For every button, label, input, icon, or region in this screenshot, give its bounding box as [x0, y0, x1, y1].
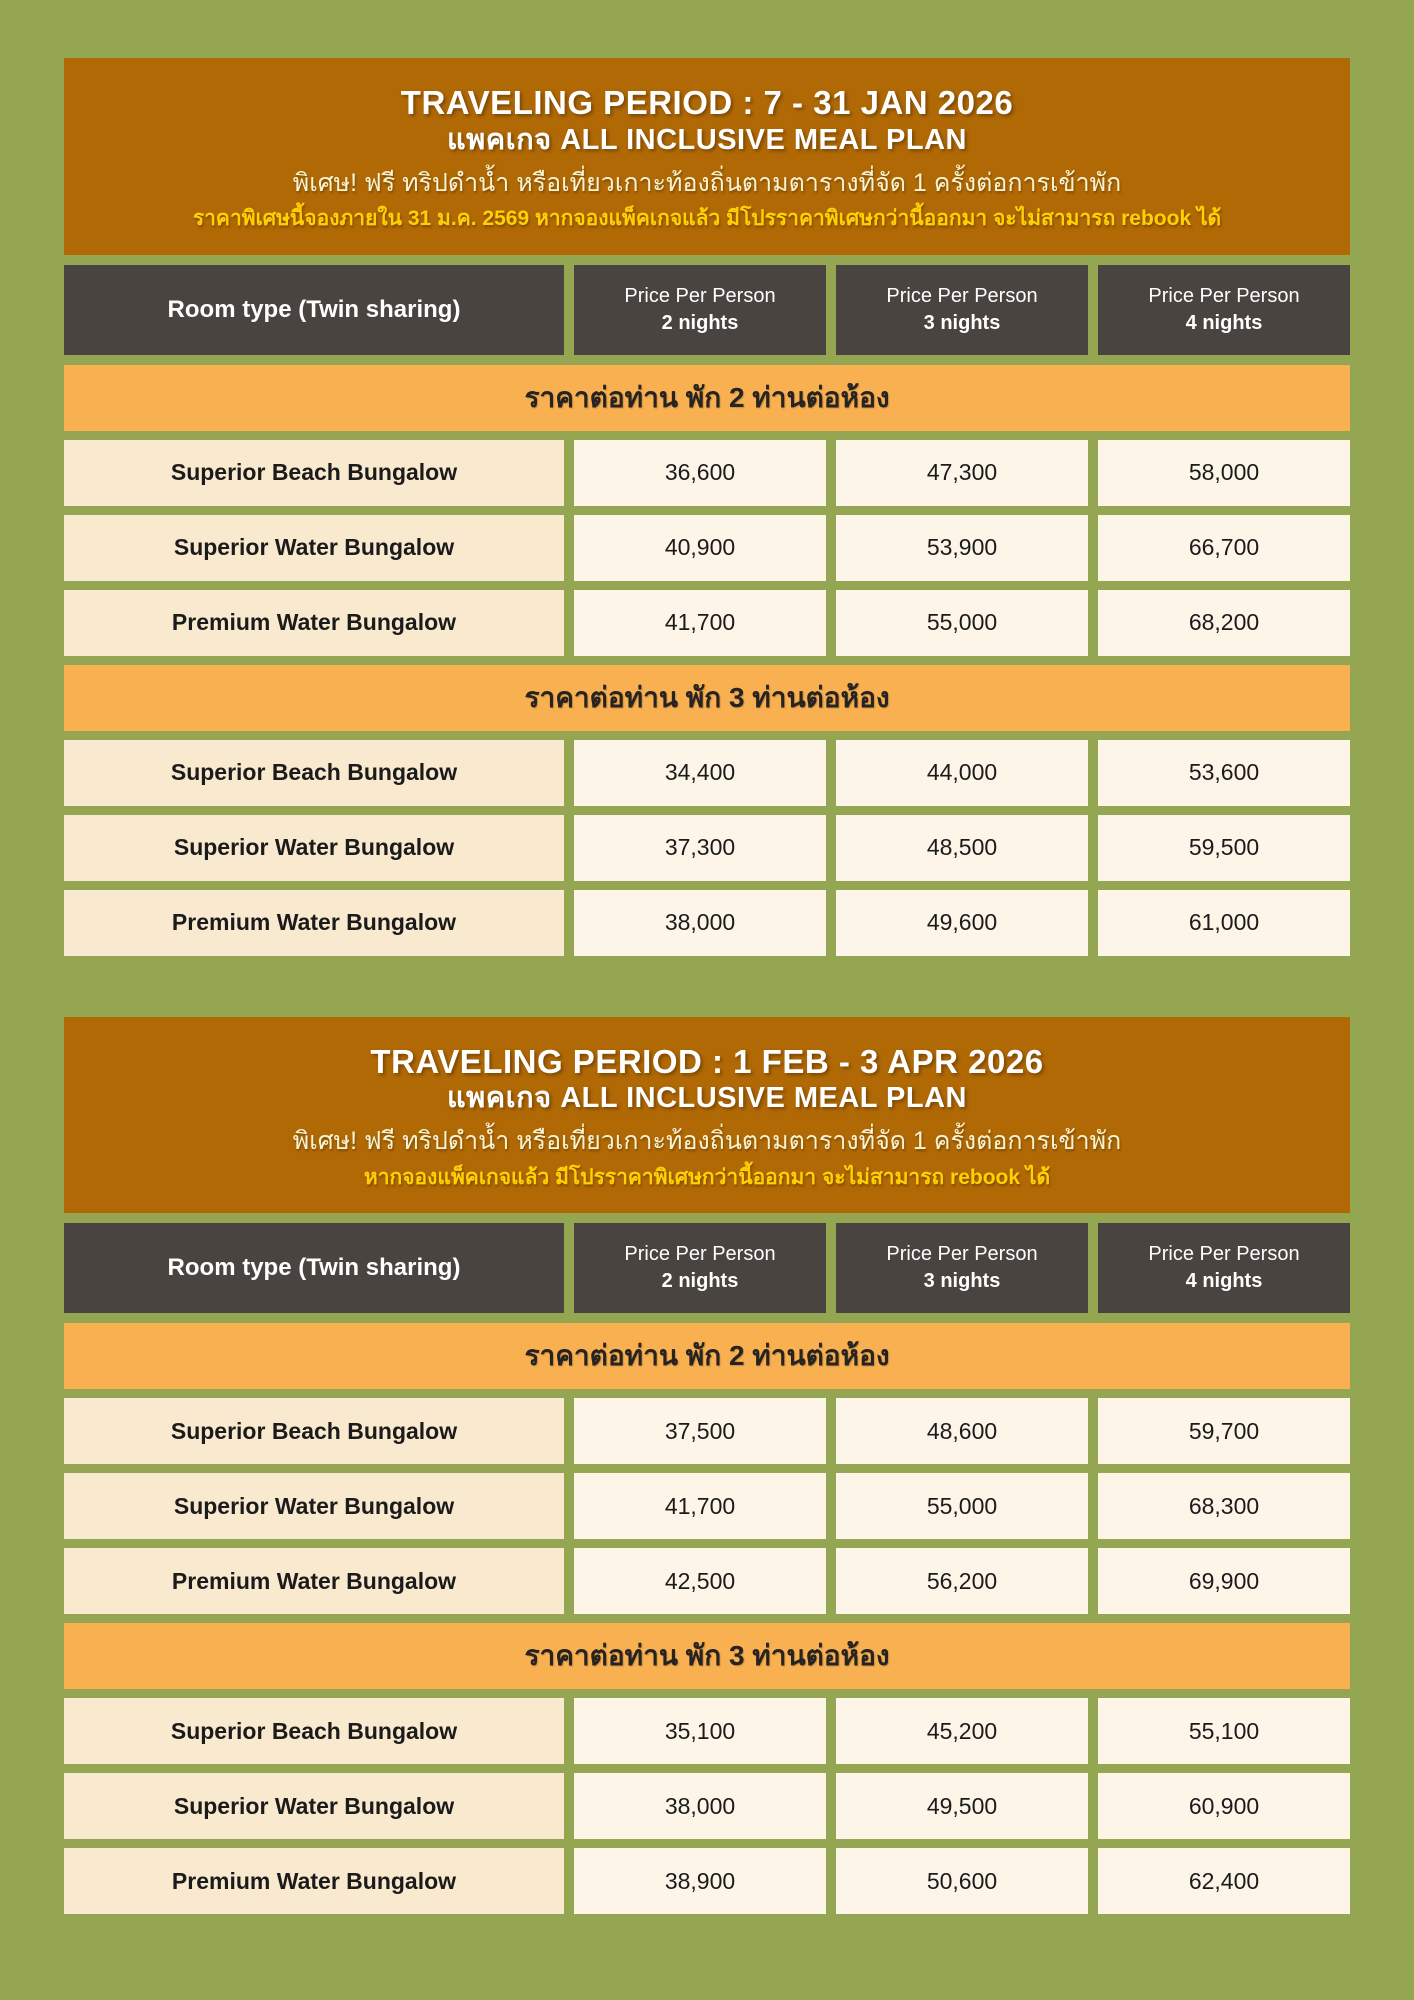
price-cell: 44,000: [836, 740, 1088, 806]
nights-label: 2 nights: [661, 1270, 739, 1293]
price-header-2-nights: [574, 265, 826, 355]
room-name-cell: Superior Water Bungalow: [64, 1473, 564, 1539]
occupancy-band-2-per-room: ราคาต่อท่าน พัก 2 ท่านต่อห้อง: [64, 1323, 1350, 1389]
price-header-3-nights: [836, 1223, 1088, 1313]
table-row: [64, 440, 1350, 506]
pricing-section-2: [64, 1017, 1350, 1915]
price-per-person-label: Price Per Person: [1148, 1243, 1300, 1266]
price-header-4-nights: [1098, 1223, 1350, 1313]
price-cell: 53,600: [1098, 740, 1350, 806]
free-trip-promo: พิเศษ! ฟรี ทริปดำน้ำ หรือเที่ยวเกาะท้องถิ่นตามตารางที่จัด 1 ครั้งต่อการเข้าพัก: [292, 1127, 1122, 1156]
price-cell: 68,200: [1098, 590, 1350, 656]
price-cell: 55,100: [1098, 1698, 1350, 1764]
price-cell: 53,900: [836, 515, 1088, 581]
room-name-cell: Superior Water Bungalow: [64, 1773, 564, 1839]
price-cell: 47,300: [836, 440, 1088, 506]
price-header-4-nights: [1098, 265, 1350, 355]
nights-label: 4 nights: [1185, 1270, 1263, 1293]
table-row: [64, 1398, 1350, 1464]
room-name-cell: Premium Water Bungalow: [64, 890, 564, 956]
table-row: [64, 1473, 1350, 1539]
price-cell: 55,000: [836, 590, 1088, 656]
price-per-person-label: Price Per Person: [886, 1243, 1038, 1266]
nights-label: 2 nights: [661, 311, 739, 334]
price-header-2-nights: [574, 1223, 826, 1313]
table-row: [64, 1848, 1350, 1914]
price-cell: 38,900: [574, 1848, 826, 1914]
table-row: [64, 1773, 1350, 1839]
price-cell: 50,600: [836, 1848, 1088, 1914]
price-cell: 62,400: [1098, 1848, 1350, 1914]
traveling-period-title: TRAVELING PERIOD : 1 FEB - 3 APR 2026: [370, 1042, 1044, 1080]
nights-label: 4 nights: [1185, 311, 1263, 334]
table-row: [64, 890, 1350, 956]
price-cell: 37,500: [574, 1398, 826, 1464]
meal-plan-subtitle: แพคเกจ ALL INCLUSIVE MEAL PLAN: [446, 123, 967, 156]
price-header-3-nights: [836, 265, 1088, 355]
price-per-person-label: Price Per Person: [624, 284, 776, 307]
price-cell: 37,300: [574, 815, 826, 881]
room-name-cell: Superior Water Bungalow: [64, 815, 564, 881]
room-name-cell: Superior Beach Bungalow: [64, 740, 564, 806]
room-type-header: [64, 1223, 564, 1313]
table-row: [64, 740, 1350, 806]
free-trip-promo: พิเศษ! ฟรี ทริปดำน้ำ หรือเที่ยวเกาะท้องถิ่นตามตารางที่จัด 1 ครั้งต่อการเข้าพัก: [292, 168, 1122, 197]
pricing-section-1: [64, 58, 1350, 956]
price-cell: 41,700: [574, 1473, 826, 1539]
table-row: [64, 1698, 1350, 1764]
price-per-person-label: Price Per Person: [1148, 284, 1300, 307]
room-name-cell: Premium Water Bungalow: [64, 1848, 564, 1914]
room-name-cell: Superior Beach Bungalow: [64, 1698, 564, 1764]
booking-note: ราคาพิเศษนี้จองภายใน 31 ม.ค. 2569 หากจองแพ็คเกจแล้ว มีโปรราคาพิเศษกว่านี้ออกมา จะไม่สามารถ rebook ได้: [192, 207, 1222, 231]
room-name-cell: Premium Water Bungalow: [64, 590, 564, 656]
occupancy-band-3-per-room: ราคาต่อท่าน พัก 3 ท่านต่อห้อง: [64, 665, 1350, 731]
price-cell: 38,000: [574, 1773, 826, 1839]
room-type-header-label: Room type (Twin sharing): [167, 1254, 461, 1282]
nights-label: 3 nights: [923, 1270, 1001, 1293]
table-header-row: [64, 1223, 1350, 1313]
meal-plan-subtitle: แพคเกจ ALL INCLUSIVE MEAL PLAN: [446, 1082, 967, 1115]
room-name-cell: Superior Beach Bungalow: [64, 1398, 564, 1464]
price-cell: 48,600: [836, 1398, 1088, 1464]
price-cell: 59,500: [1098, 815, 1350, 881]
price-per-person-label: Price Per Person: [624, 1243, 776, 1266]
price-cell: 55,000: [836, 1473, 1088, 1539]
price-cell: 42,500: [574, 1548, 826, 1614]
price-cell: 40,900: [574, 515, 826, 581]
price-cell: 61,000: [1098, 890, 1350, 956]
price-cell: 35,100: [574, 1698, 826, 1764]
table-row: [64, 515, 1350, 581]
room-name-cell: Superior Beach Bungalow: [64, 440, 564, 506]
price-cell: 45,200: [836, 1698, 1088, 1764]
section-banner: [64, 1017, 1350, 1214]
table-header-row: [64, 265, 1350, 355]
section-banner: [64, 58, 1350, 255]
occupancy-band-2-per-room: ราคาต่อท่าน พัก 2 ท่านต่อห้อง: [64, 365, 1350, 431]
price-cell: 41,700: [574, 590, 826, 656]
traveling-period-title: TRAVELING PERIOD : 7 - 31 JAN 2026: [400, 84, 1014, 121]
price-cell: 56,200: [836, 1548, 1088, 1614]
price-cell: 38,000: [574, 890, 826, 956]
room-type-header: [64, 265, 564, 355]
price-cell: 60,900: [1098, 1773, 1350, 1839]
price-cell: 48,500: [836, 815, 1088, 881]
table-row: [64, 815, 1350, 881]
price-cell: 68,300: [1098, 1473, 1350, 1539]
occupancy-band-3-per-room: ราคาต่อท่าน พัก 3 ท่านต่อห้อง: [64, 1623, 1350, 1689]
price-cell: 36,600: [574, 440, 826, 506]
table-row: [64, 1548, 1350, 1614]
room-type-header-label: Room type (Twin sharing): [167, 295, 461, 323]
room-name-cell: Premium Water Bungalow: [64, 1548, 564, 1614]
price-cell: 49,600: [836, 890, 1088, 956]
price-cell: 49,500: [836, 1773, 1088, 1839]
price-cell: 59,700: [1098, 1398, 1350, 1464]
booking-note: หากจองแพ็คเกจแล้ว มีโปรราคาพิเศษกว่านี้ออกมา จะไม่สามารถ rebook ได้: [363, 1165, 1051, 1189]
price-cell: 66,700: [1098, 515, 1350, 581]
price-cell: 58,000: [1098, 440, 1350, 506]
table-row: [64, 590, 1350, 656]
price-cell: 34,400: [574, 740, 826, 806]
nights-label: 3 nights: [923, 311, 1001, 334]
price-cell: 69,900: [1098, 1548, 1350, 1614]
room-name-cell: Superior Water Bungalow: [64, 515, 564, 581]
price-per-person-label: Price Per Person: [886, 284, 1038, 307]
